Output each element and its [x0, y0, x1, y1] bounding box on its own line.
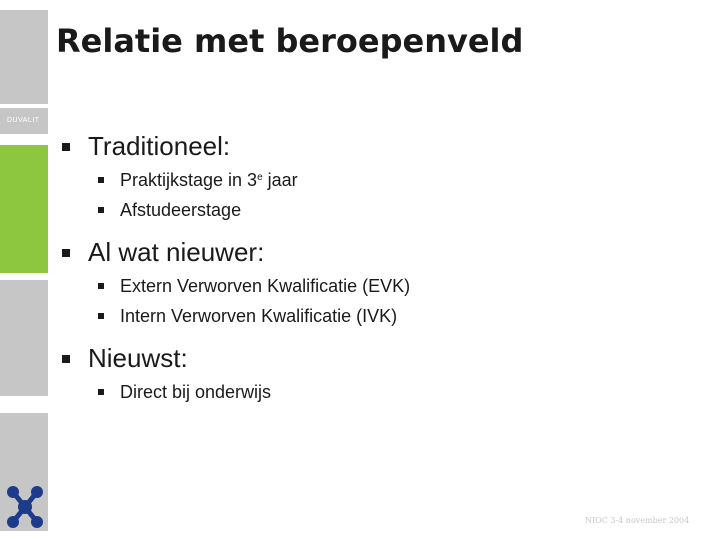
list-item-text: Intern Verworven Kwalificatie (IVK) [120, 306, 398, 326]
square-bullet-icon [98, 283, 104, 289]
square-bullet-icon [98, 177, 104, 183]
square-bullet-icon [62, 143, 70, 151]
section-heading-text: Traditioneel: [88, 131, 231, 161]
footer-text: NIOC 3-4 november 2004 [585, 516, 690, 525]
list-item [62, 380, 702, 404]
section-heading [62, 130, 702, 162]
square-bullet-icon [62, 249, 70, 257]
slide-title: Relatie met beroepenveld [56, 22, 524, 60]
section-heading-text: Nieuwst: [88, 343, 188, 373]
sidebar-green-block [0, 145, 48, 273]
square-bullet-icon [98, 207, 104, 213]
sidebar-gray-block-top [0, 10, 48, 104]
list-item-text: Praktijkstage in 3 [120, 170, 258, 190]
square-bullet-icon [62, 355, 70, 363]
list-item [62, 168, 702, 192]
list-item-text: Direct bij onderwijs [120, 382, 272, 402]
sidebar-gray-block-mid [0, 280, 48, 396]
brand-label: DUVALIT [7, 117, 40, 124]
list-item-text: Afstudeerstage [120, 200, 242, 220]
list-item [62, 274, 702, 298]
list-item-text-after: jaar [262, 170, 298, 190]
list-item [62, 304, 702, 328]
list-item-text: Extern Verworven Kwalificatie (EVK) [120, 276, 411, 296]
section-heading [62, 342, 702, 374]
figure-logo-icon [2, 484, 48, 530]
bullet-content [62, 130, 702, 404]
section-heading [62, 236, 702, 268]
list-item-superscript: e [257, 172, 263, 183]
square-bullet-icon [98, 389, 104, 395]
list-item [62, 198, 702, 222]
section-heading-text: Al wat nieuwer: [88, 237, 265, 267]
square-bullet-icon [98, 313, 104, 319]
